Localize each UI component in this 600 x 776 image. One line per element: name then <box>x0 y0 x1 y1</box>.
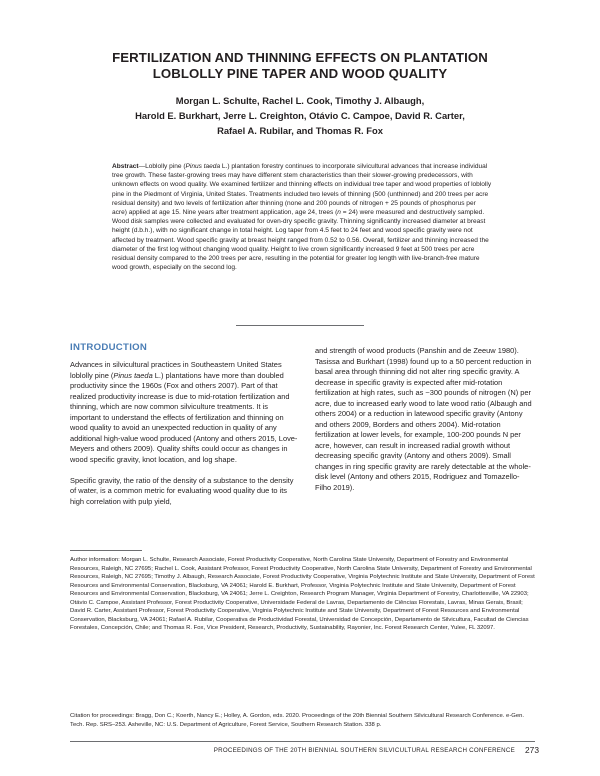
footer-rule <box>70 741 535 742</box>
intro-p1-text-a: Advances in silvicultural practices in Southeastern United States loblolly pine ( <box>70 360 282 380</box>
abstract-text-a: —Loblolly pine ( <box>138 163 186 170</box>
abstract-n-symbol: n <box>337 209 341 217</box>
introduction-heading: INTRODUCTION <box>70 342 148 353</box>
author-line-3: Rafael A. Rubilar, and Thomas R. Fox <box>217 124 383 136</box>
author-line-1: Morgan L. Schulte, Rachel L. Cook, Timothy J. Albaugh, <box>175 95 425 106</box>
paper-title <box>60 50 540 82</box>
author-information: Author information: Morgan L. Schulte, Research Associate, Forest Productivity Cooperative, North Carolina State University, Department of Forestry and Environmental Resources, Raleigh, NC 27695; Rachel L. Cook, Assistant Professor, Forest Productivity Cooperative, North Carolina State University, Department of Forestry and Environmental Resources, Raleigh, NC 27695; Timothy J. Albaugh, Research Associate, Forest Productivity Cooperative, Virginia Polytechnic Institute and State University, Department of Forest Resources and Environmental Conservation, Blacksburg, VA 24061; Harold E. Burkhart, Professor, Virginia Polytechnic Institute and State University, Department of Forest Resources and Environmental Conservation, Blacksburg, VA 24061; Jerre L. Creighton, Research Program Manager, Virginia Department of Forestry, Charlottesville, VA 22903; Otávio C. Campoe, Assistant Professor, Forest Productivity Cooperative, Universidade Federal de Lavras, Departamento de Ciências Florestais, Lavras, Minas Gerais, Brasil; David R. Carter, Assistant Professor, Forest Productivity Cooperative, Virginia Polytechnic Institute and State University, Department of Forest Resources and Environmental Conservation, Blacksburg, VA 24061; Rafael A. Rubilar, Cooperativa de Productividad Forestal, Universidad de Concepción, Departamento de Silvicultura, Facultad de Ciencias Forestales, Concepción, Chile; and Thomas R. Fox, Vice President, Research, Productivity, Sustainability, Rayonier, Inc. Forest Research Center, Yulee, FL 32097. <box>70 557 535 631</box>
citation: Citation for proceedings: Bragg, Don C.; Koerth, Nancy E.; Holley, A. Gordon, eds. 2020. Proceedings of the 20th Biennial Southern Silvicultural Research Conference. e-Gen. Tech. Rep. SRS–253. Asheville, NC: U.S. Department of Agriculture, Forest Service, Southern Research Station. 338 p. <box>70 713 525 728</box>
author-line-2: Harold E. Burkhart, Jerre L. Creighton, Otávio C. Campoe, David R. Carter, <box>135 109 465 121</box>
abstract-text-c: = 24) were measured and destructively sampled. Wood disk samples were collected and evaluated for oven-dry specific gravity. Thinning significantly increased diameter at breast height (d.b.h.), with no significant change in total height. Log taper from 4.5 feet to 24 feet and wood specific gravity were not affected by treatment. Wood specific gravity at breast height ranged from 0.52 to 0.56. Overall, fertilizer and thinning increased the diameter of the first log without changing wood quality. Height to live crown significantly increased 9 feet at 500 trees per acre residual density compared to the 200 trees per acre, resulting in the potential for greater log length with live-branch-free mature wood growth, especially on the second log. <box>112 209 489 272</box>
intro-paragraph-3: and strength of wood products (Panshin and de Zeeuw 1980). Tasissa and Burkhart (1998) found up to a 50 percent reduction in basal area through thinning did not alter ring specific gravity. A decrease in specific gravity is expected after mid-rotation fertilization at high rates, such as ~300 pounds of nitrogen (N) per acre, due to increased early wood to late wood ratio (Albaugh and others 2004) or a reduction in latewood specific gravity (Antony and others 2009, Borders and others 2004). Mid-rotation fertilization at lower levels, for example, 100-200 pounds N per acre, however, can result in increased radial growth without decreasing specific gravity (Antony and others 2009). Small changes in ring specific gravity are rarely detectable at the whole-disk level (Antony and others 2015, Rodriguez and Tomazello-Filho 2019). <box>315 346 532 492</box>
abstract-species: Pinus taeda <box>185 163 221 170</box>
footnote-rule <box>70 550 142 551</box>
section-divider <box>236 325 364 326</box>
author-list <box>70 94 530 138</box>
intro-paragraph-2: Specific gravity, the ratio of the density of a substance to the density of water, is a common metric for evaluating wood quality due to its high correlation with pulp yield, <box>70 475 294 506</box>
running-footer: PROCEEDINGS OF THE 20TH BIENNIAL SOUTHERN SILVICULTURAL RESEARCH CONFERENCE <box>213 747 515 754</box>
intro-paragraph-1 <box>70 360 298 465</box>
abstract-label: Abstract <box>112 163 139 170</box>
abstract <box>112 162 492 272</box>
abstract-text-b: L.) plantation forestry continues to incorporate silvicultural advances that increase individual tree growth. These faster-growing trees may have different stem characteristics than their slower-growing predecessors, with unknown effects on wood quality. We examined fertilizer and thinning effects on individual tree taper and wood properties of loblolly pine in the Piedmont of Virginia, United States. Treatments included two levels of thinning (500 (unthinned) and 200 trees per acre residual density) and two levels of fertilization after thinning (none and 200 pounds of nitrogen + 25 pounds of phosphorus per acre) applied at age 15. Nine years after treatment application, age 24, trees ( <box>112 163 492 217</box>
intro-p1-text-b: L.) plantations have more than doubled productivity since the 1960s (Fox and others 2007). Part of that realized productivity increase is due to mid-rotation fertilization and thinning, which are now common silviculture treatments. It is important to understand the effects of fertilization and thinning on wood quality to avoid an unexpected reduction in quality of any additional high-value wood produced (Antony and others 2015, Love-Meyers and others 2009). Quality shifts could occur as changes in wood specific gravity, knot location, and log shape. <box>70 370 298 464</box>
body-column-right <box>315 346 535 504</box>
intro-p1-species: Pinus taeda <box>113 370 153 380</box>
title-line-2: LOBLOLLY PINE TAPER AND WOOD QUALITY <box>152 66 448 81</box>
title-line-1: FERTILIZATION AND THINNING EFFECTS ON PLANTATION <box>112 50 488 65</box>
page-number: 273 <box>525 745 539 755</box>
body-column-left <box>70 360 298 518</box>
